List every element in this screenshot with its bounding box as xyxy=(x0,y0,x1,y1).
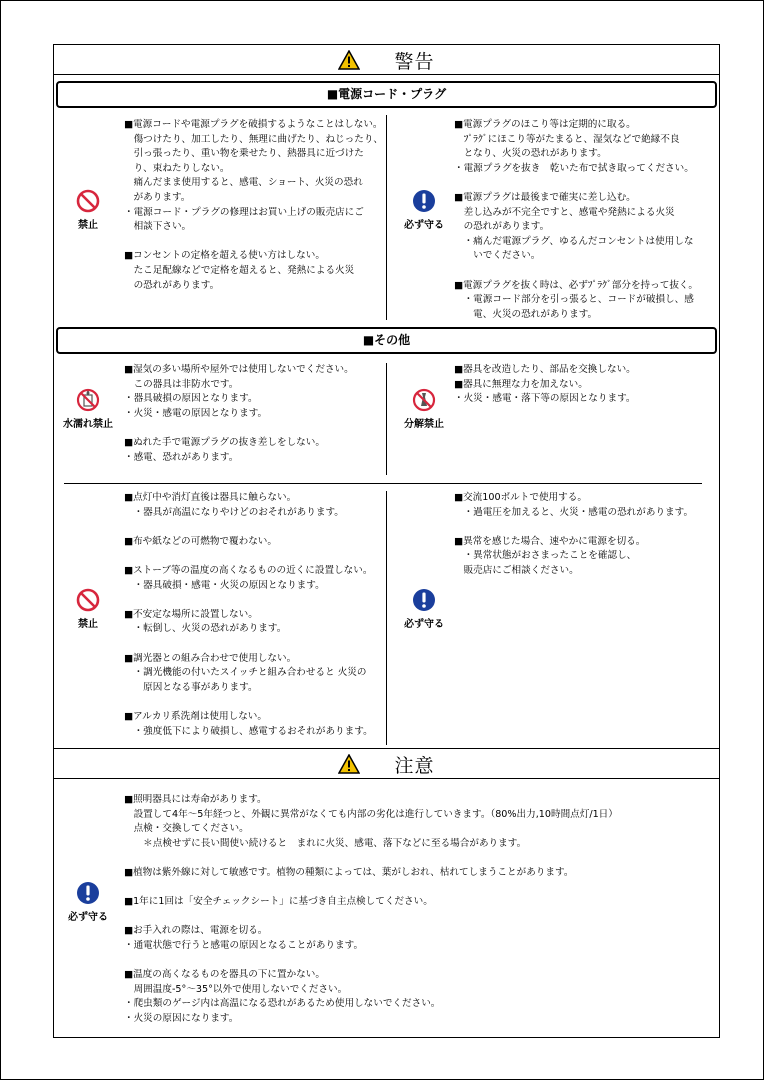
warning-header xyxy=(54,45,719,75)
mandatory-sign xyxy=(394,189,454,231)
other-mandatory-text: ■交流100ボルトで使用する。 ・過電圧を加えると、火災・感電の恐れがあります。 ■異常を感じた場合、速やかに電源を切る。 ・異常状態がおさまったことを確認し、 販売店にご相談ください。 xyxy=(454,492,694,576)
mandatory-icon xyxy=(412,189,436,213)
no-water-sign xyxy=(58,388,118,430)
divider xyxy=(64,483,702,484)
mandatory-label: 必ず守る xyxy=(68,912,108,923)
divider xyxy=(54,778,719,779)
divider xyxy=(386,115,387,320)
prohibited-icon xyxy=(76,588,100,612)
divider xyxy=(386,491,387,745)
caution-title: 注意 xyxy=(394,754,435,777)
other-prohibited-text: ■点灯中や消灯直後は器具に触らない。 ・器具が高温になりやけどのおそれがあります。 ■布や紙などの可燃物で覆わない。 ■ストーブ等の温度の高くなるものの近くに設置しない。 ・器具破損・感電・火災の原因となります。 ■不安定な場所に設置しない。 ・転倒し、火災の恐れがあります。 ■調光器との組み合わせで使用しない。 ・調光機能の付いたスイッチと組み合わせると 火災の 原因となる事があります。 ■アルカリ系洗剤は使用しない。 ・強度低下により破損し、感電するおそれがあります。 xyxy=(124,492,373,737)
warning-triangle-icon xyxy=(338,50,360,70)
no-disassembly-label: 分解禁止 xyxy=(404,419,444,430)
other-no-disassembly-text: ■器具を改造したり、部品を交換しない。 ■器具に無理な力を加えない。 ・火災・感電・落下等の原因となります。 xyxy=(454,364,636,405)
no-water-icon xyxy=(76,388,100,412)
caution-header xyxy=(54,749,719,779)
no-disassembly-sign xyxy=(394,388,454,430)
no-disassembly-icon xyxy=(412,388,436,412)
mandatory-sign-3 xyxy=(58,881,118,923)
power-mandatory-text: ■電源プラグのほこり等は定期的に取る。 ﾌﾟﾗｸﾞにほこり等がたまると、湿気などで絶縁不良 となり、火災の恐れがあります。 ・電源プラグを抜き 乾いた布で拭き取ってください。 ■電源プラグは最後まで確実に差し込む。 差し込みが不完全ですと、感電や発熱による火災 の恐れがあります。 ・痛んだ電源プラグ、ゆるんだコンセントは使用しな いでください。 ■電源プラグを抜く時は、必ずﾌﾟﾗｸﾞ部分を持って抜く。 ・電源コード部分を引っ張ると、コードが破損し、感 電、火災の恐れがあります。 xyxy=(454,119,698,320)
prohibited-sign-2 xyxy=(58,588,118,630)
warning-triangle-icon xyxy=(338,754,360,774)
no-water-label: 水濡れ禁止 xyxy=(63,419,113,430)
prohibited-icon xyxy=(76,189,100,213)
section-power-cord-plug: ■電源コード・プラグ xyxy=(56,81,717,108)
mandatory-label: 必ず守る xyxy=(404,220,444,231)
mandatory-icon xyxy=(76,881,100,905)
divider xyxy=(54,74,719,75)
mandatory-sign-2 xyxy=(394,588,454,630)
power-prohibited-text: ■電源コードや電源プラグを破損するようなことはしない。 傷つけたり、加工したり、無理に曲げたり、ねじったり、 引っ張ったり、重い物を乗せたり、熱器具に近づけた り、束ねたりしない。 痛んだまま使用すると、感電、ショート、火災の恐れ があります。 ・電源コード・プラグの修理はお買い上げの販売店にご 相談下さい。 ■コンセントの定格を超える使い方はしない。 たこ足配線などで定格を超えると、発熱による火災 の恐れがあります。 xyxy=(124,119,384,291)
other-no-water-text: ■湿気の多い場所や屋外では使用しないでください。 この器具は非防水です。 ・器具破損の原因となります。 ・火災・感電の原因となります。 ■ぬれた手で電源プラグの抜き差しをしない。 ・感電、恐れがあります。 xyxy=(124,364,354,463)
mandatory-icon xyxy=(412,588,436,612)
prohibited-sign xyxy=(58,189,118,231)
warning-title: 警告 xyxy=(394,50,435,73)
prohibited-label: 禁止 xyxy=(78,619,98,630)
mandatory-label: 必ず守る xyxy=(404,619,444,630)
safety-notice-frame xyxy=(53,44,720,1038)
caution-text: ■照明器具には寿命があります。 設置して4年～5年経つと、外観に異常がなくても内部の劣化は進行していきます。（80%出力,10時間点灯/1日） 点検・交換してください。 ＊点検せずに長い間使い続けると まれに火災、感電、落下などに至る場合があります。 ■植物は紫外線に対して敏感です。植物の種類によっては、葉がしおれ、枯れてしまうことがあります。 ■1年に1回は「安全チェックシート」に基づき自主点検してください。 ■お手入れの際は、電源を切る。 ・通電状態で行うと感電の原因となることがあります。 ■温度の高くなるものを器具の下に置かない。 周囲温度-5°～35°以外で使用しないでください。 ・爬虫類のゲージ内は高温になる恐れがあるため使用しないでください。 ・火災の原因になります。 xyxy=(124,794,618,1024)
section-other: ■その他 xyxy=(56,327,717,354)
prohibited-label: 禁止 xyxy=(78,220,98,231)
divider xyxy=(386,363,387,475)
